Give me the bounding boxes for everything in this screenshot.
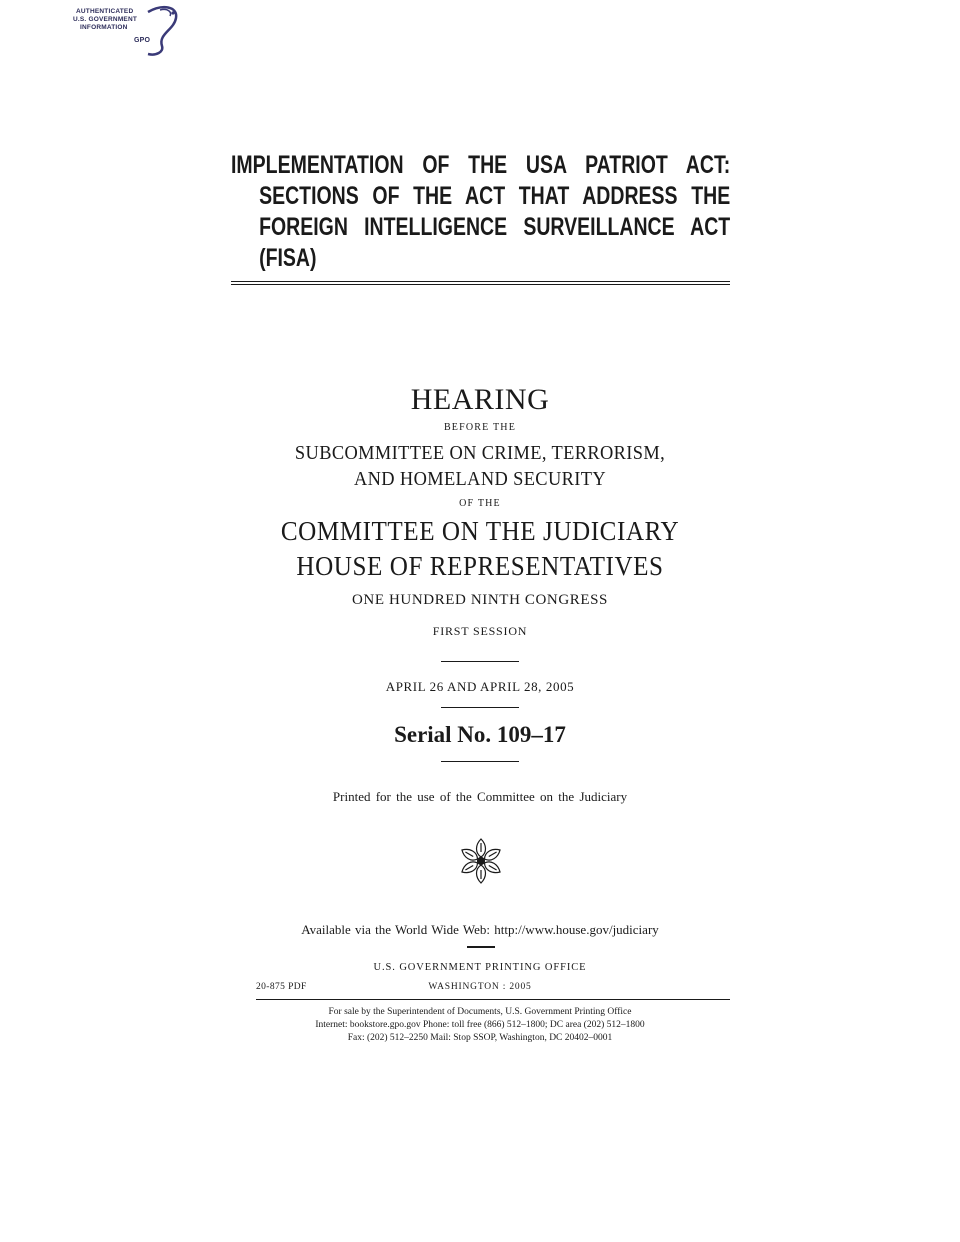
- session-label: FIRST SESSION: [432, 624, 528, 638]
- serial-number: Serial No. 109–17: [394, 722, 566, 747]
- gpo-ornament-icon: [455, 835, 507, 887]
- hearing-heading: HEARING: [410, 383, 550, 416]
- title-line-4: (FISA): [259, 244, 317, 272]
- sale-info-line-3: Fax: (202) 512–2250 Mail: Stop SSOP, Washington, DC 20402–0001: [347, 1033, 613, 1043]
- rule-below-serial: [441, 761, 519, 762]
- rule-above-dates: [441, 661, 519, 662]
- printed-for-note: Printed for the use of the Committee on the Judiciary: [332, 789, 628, 804]
- committee-name-line-2: HOUSE OF REPRESENTATIVES: [296, 551, 664, 581]
- document-title: [231, 150, 730, 274]
- gpo-seal-icon: [68, 4, 188, 60]
- title-double-rule: [231, 281, 730, 285]
- web-availability-note: Available via the World Wide Web: http://www.house.gov/judiciary: [301, 922, 659, 937]
- document-id: 20-875 PDF: [256, 982, 307, 992]
- title-line-1: IMPLEMENTATION OF THE USA PATRIOT ACT:: [231, 151, 731, 179]
- sale-info-line-1: For sale by the Superintendent of Documents, U.S. Government Printing Office: [328, 1007, 632, 1017]
- subcommittee-name-line-2: AND HOMELAND SECURITY: [353, 468, 607, 490]
- seal-text-government: U.S. GOVERNMENT: [73, 16, 138, 23]
- publication-place-date: WASHINGTON : 2005: [428, 982, 532, 992]
- of-the-label: OF THE: [459, 498, 501, 509]
- subcommittee-name-line-1: SUBCOMMITTEE ON CRIME, TERRORISM,: [294, 442, 666, 464]
- hearing-dates: APRIL 26 AND APRIL 28, 2005: [385, 679, 575, 694]
- sale-info-line-2: Internet: bookstore.gpo.gov Phone: toll free (866) 512–1800; DC area (202) 512–1800: [315, 1020, 645, 1030]
- footer-rule: [256, 999, 730, 1000]
- congress-label: ONE HUNDRED NINTH CONGRESS: [351, 592, 609, 608]
- committee-name-line-1: COMMITTEE ON THE JUDICIARY: [280, 516, 680, 546]
- title-line-2: SECTIONS OF THE ACT THAT ADDRESS THE: [259, 182, 731, 210]
- short-thick-rule: [467, 946, 495, 948]
- title-line-3: FOREIGN INTELLIGENCE SURVEILLANCE ACT: [259, 213, 731, 241]
- eagle-swoosh-icon: [140, 4, 188, 58]
- gpo-office-label: U.S. GOVERNMENT PRINTING OFFICE: [373, 962, 587, 973]
- rule-above-serial: [441, 707, 519, 708]
- seal-text-gpo: GPO: [134, 37, 151, 44]
- seal-text-information: INFORMATION: [80, 24, 128, 31]
- seal-text-authenticated: AUTHENTICATED: [76, 8, 134, 15]
- before-the-label: BEFORE THE: [443, 422, 517, 433]
